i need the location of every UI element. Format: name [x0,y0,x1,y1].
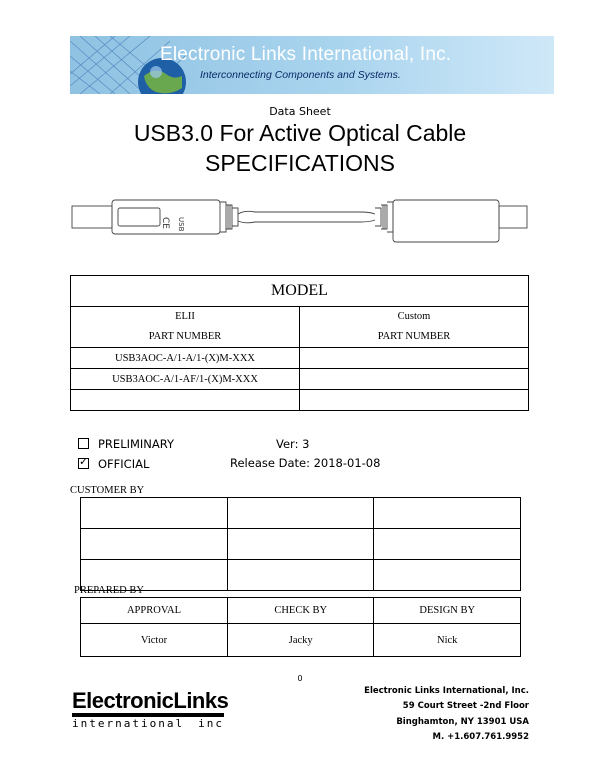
official-status [78,457,149,471]
table-row [71,369,529,390]
customer-cell [374,498,521,529]
logo-word-electronic: Electronic [72,688,174,713]
customer-cell [81,529,228,560]
company-address [364,684,529,745]
address-line: 59 Court Street -2nd Floor [402,701,529,712]
custom-part-number [300,348,529,369]
logo-inc: inc [198,717,224,730]
custom-header [300,307,529,348]
customer-cell [227,560,374,591]
preliminary-checkbox [78,438,89,449]
table-row [81,529,521,560]
logo-international: international [72,717,185,730]
version: Ver: 3 [276,437,310,451]
approval-name: Victor [81,624,228,657]
preliminary-label: PRELIMINARY [98,437,175,451]
svg-text:USB: USB [177,217,185,232]
address-line: Electronic Links International, Inc. [364,686,529,696]
customer-cell [81,498,228,529]
table-row [71,390,529,411]
svg-text:CE: CE [160,217,170,229]
customer-label: CUSTOMER BY [70,485,145,496]
check-by-name: Jacky [228,624,374,657]
official-checkbox: ✓ [79,455,89,468]
customer-cell [227,529,374,560]
approval-header: APPROVAL [81,598,228,624]
customer-cell [374,560,521,591]
elii-part-number: USB3AOC-A/1-AF/1-(X)M-XXX [71,369,300,390]
company-name: Electronic Links International, Inc. [160,44,452,65]
doc-type-label: Data Sheet [269,105,331,118]
model-table [70,275,529,411]
prepared-table [80,597,521,657]
custom-part-number [300,369,529,390]
official-label: OFFICIAL [98,457,150,471]
header-banner [70,36,554,94]
customer-table [80,497,521,591]
check-by-header: CHECK BY [228,598,374,624]
address-line: M. +1.607.761.9952 [432,731,529,742]
model-heading: MODEL [71,276,529,307]
release-date: Release Date: 2018-01-08 [230,456,381,470]
design-by-name: Nick [374,624,521,657]
table-row [81,498,521,529]
doc-subtitle: SPECIFICATIONS [205,150,395,176]
design-by-header: DESIGN BY [374,598,521,624]
elii-part-number [71,390,300,411]
page-number: 0 [297,674,303,683]
company-tagline: Interconnecting Components and Systems. [200,69,401,81]
customer-cell [374,529,521,560]
customer-cell [227,498,374,529]
elii-header-line1: ELII [175,311,195,322]
table-row [81,560,521,591]
custom-header-line2: PART NUMBER [377,331,451,342]
logo-word-links: Links [173,688,229,713]
cable-illustration [70,190,530,250]
custom-part-number [300,390,529,411]
table-row [71,348,529,369]
preliminary-status [78,437,174,451]
address-line: Binghamton, NY 13901 USA [396,716,529,727]
elii-header [71,307,300,348]
custom-header-line1: Custom [397,311,431,322]
prepared-label: PREPARED BY [74,585,144,596]
doc-title: USB3.0 For Active Optical Cable [133,120,467,146]
elii-header-line2: PART NUMBER [148,331,222,342]
elii-part-number: USB3AOC-A/1-A/1-(X)M-XXX [71,348,300,369]
company-logo [72,688,229,730]
